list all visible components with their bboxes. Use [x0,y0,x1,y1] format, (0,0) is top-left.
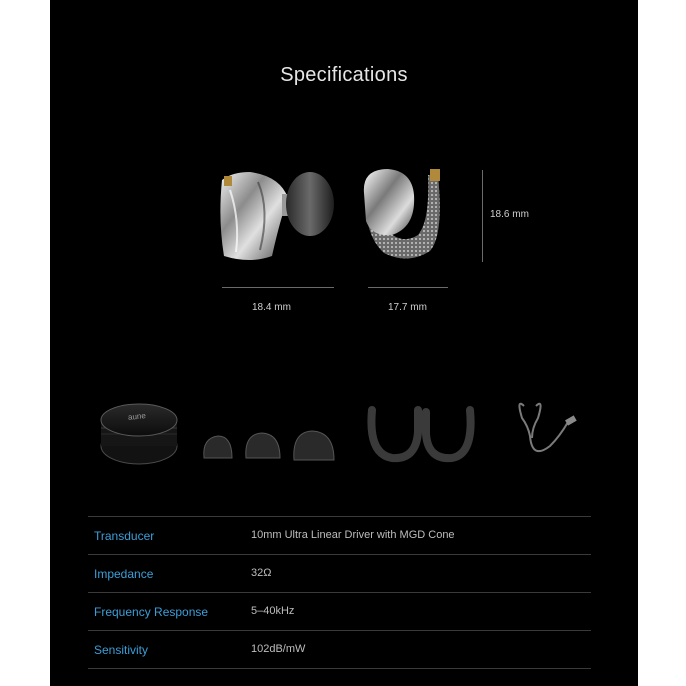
spec-value: 5–40kHz [251,605,295,617]
spec-value: 10mm Ultra Linear Driver with MGD Cone [251,529,455,541]
product-spec-panel [50,0,638,686]
spec-table [88,516,591,669]
spec-row-impedance [88,555,591,593]
height-dimension-line [482,170,483,262]
spec-row-sensitivity [88,631,591,669]
spec-label: Sensitivity [94,643,149,657]
spec-label: Frequency Response [94,605,209,619]
ear-hooks-icon [366,404,476,464]
page-title: Specifications [280,64,408,86]
ear-tips-icon [200,428,340,464]
earphone-side-icon [210,160,340,270]
spec-row-frequency-response [88,593,591,631]
width-right-dimension-label: 17.7 mm [388,302,427,313]
carry-case-icon [96,398,182,470]
width-left-dimension-label: 18.4 mm [252,302,291,313]
spec-label: Transducer [94,529,155,543]
width-left-dimension-line [222,287,334,288]
spec-row-transducer [88,516,591,555]
earphone-front-icon [358,165,458,265]
height-dimension-label: 18.6 mm [490,209,529,220]
spec-value: 32Ω [251,567,272,579]
case-logo-text: aune [127,411,147,422]
spec-label: Impedance [94,567,154,581]
spec-value: 102dB/mW [251,643,306,655]
width-right-dimension-line [368,287,448,288]
cable-icon [510,396,580,466]
